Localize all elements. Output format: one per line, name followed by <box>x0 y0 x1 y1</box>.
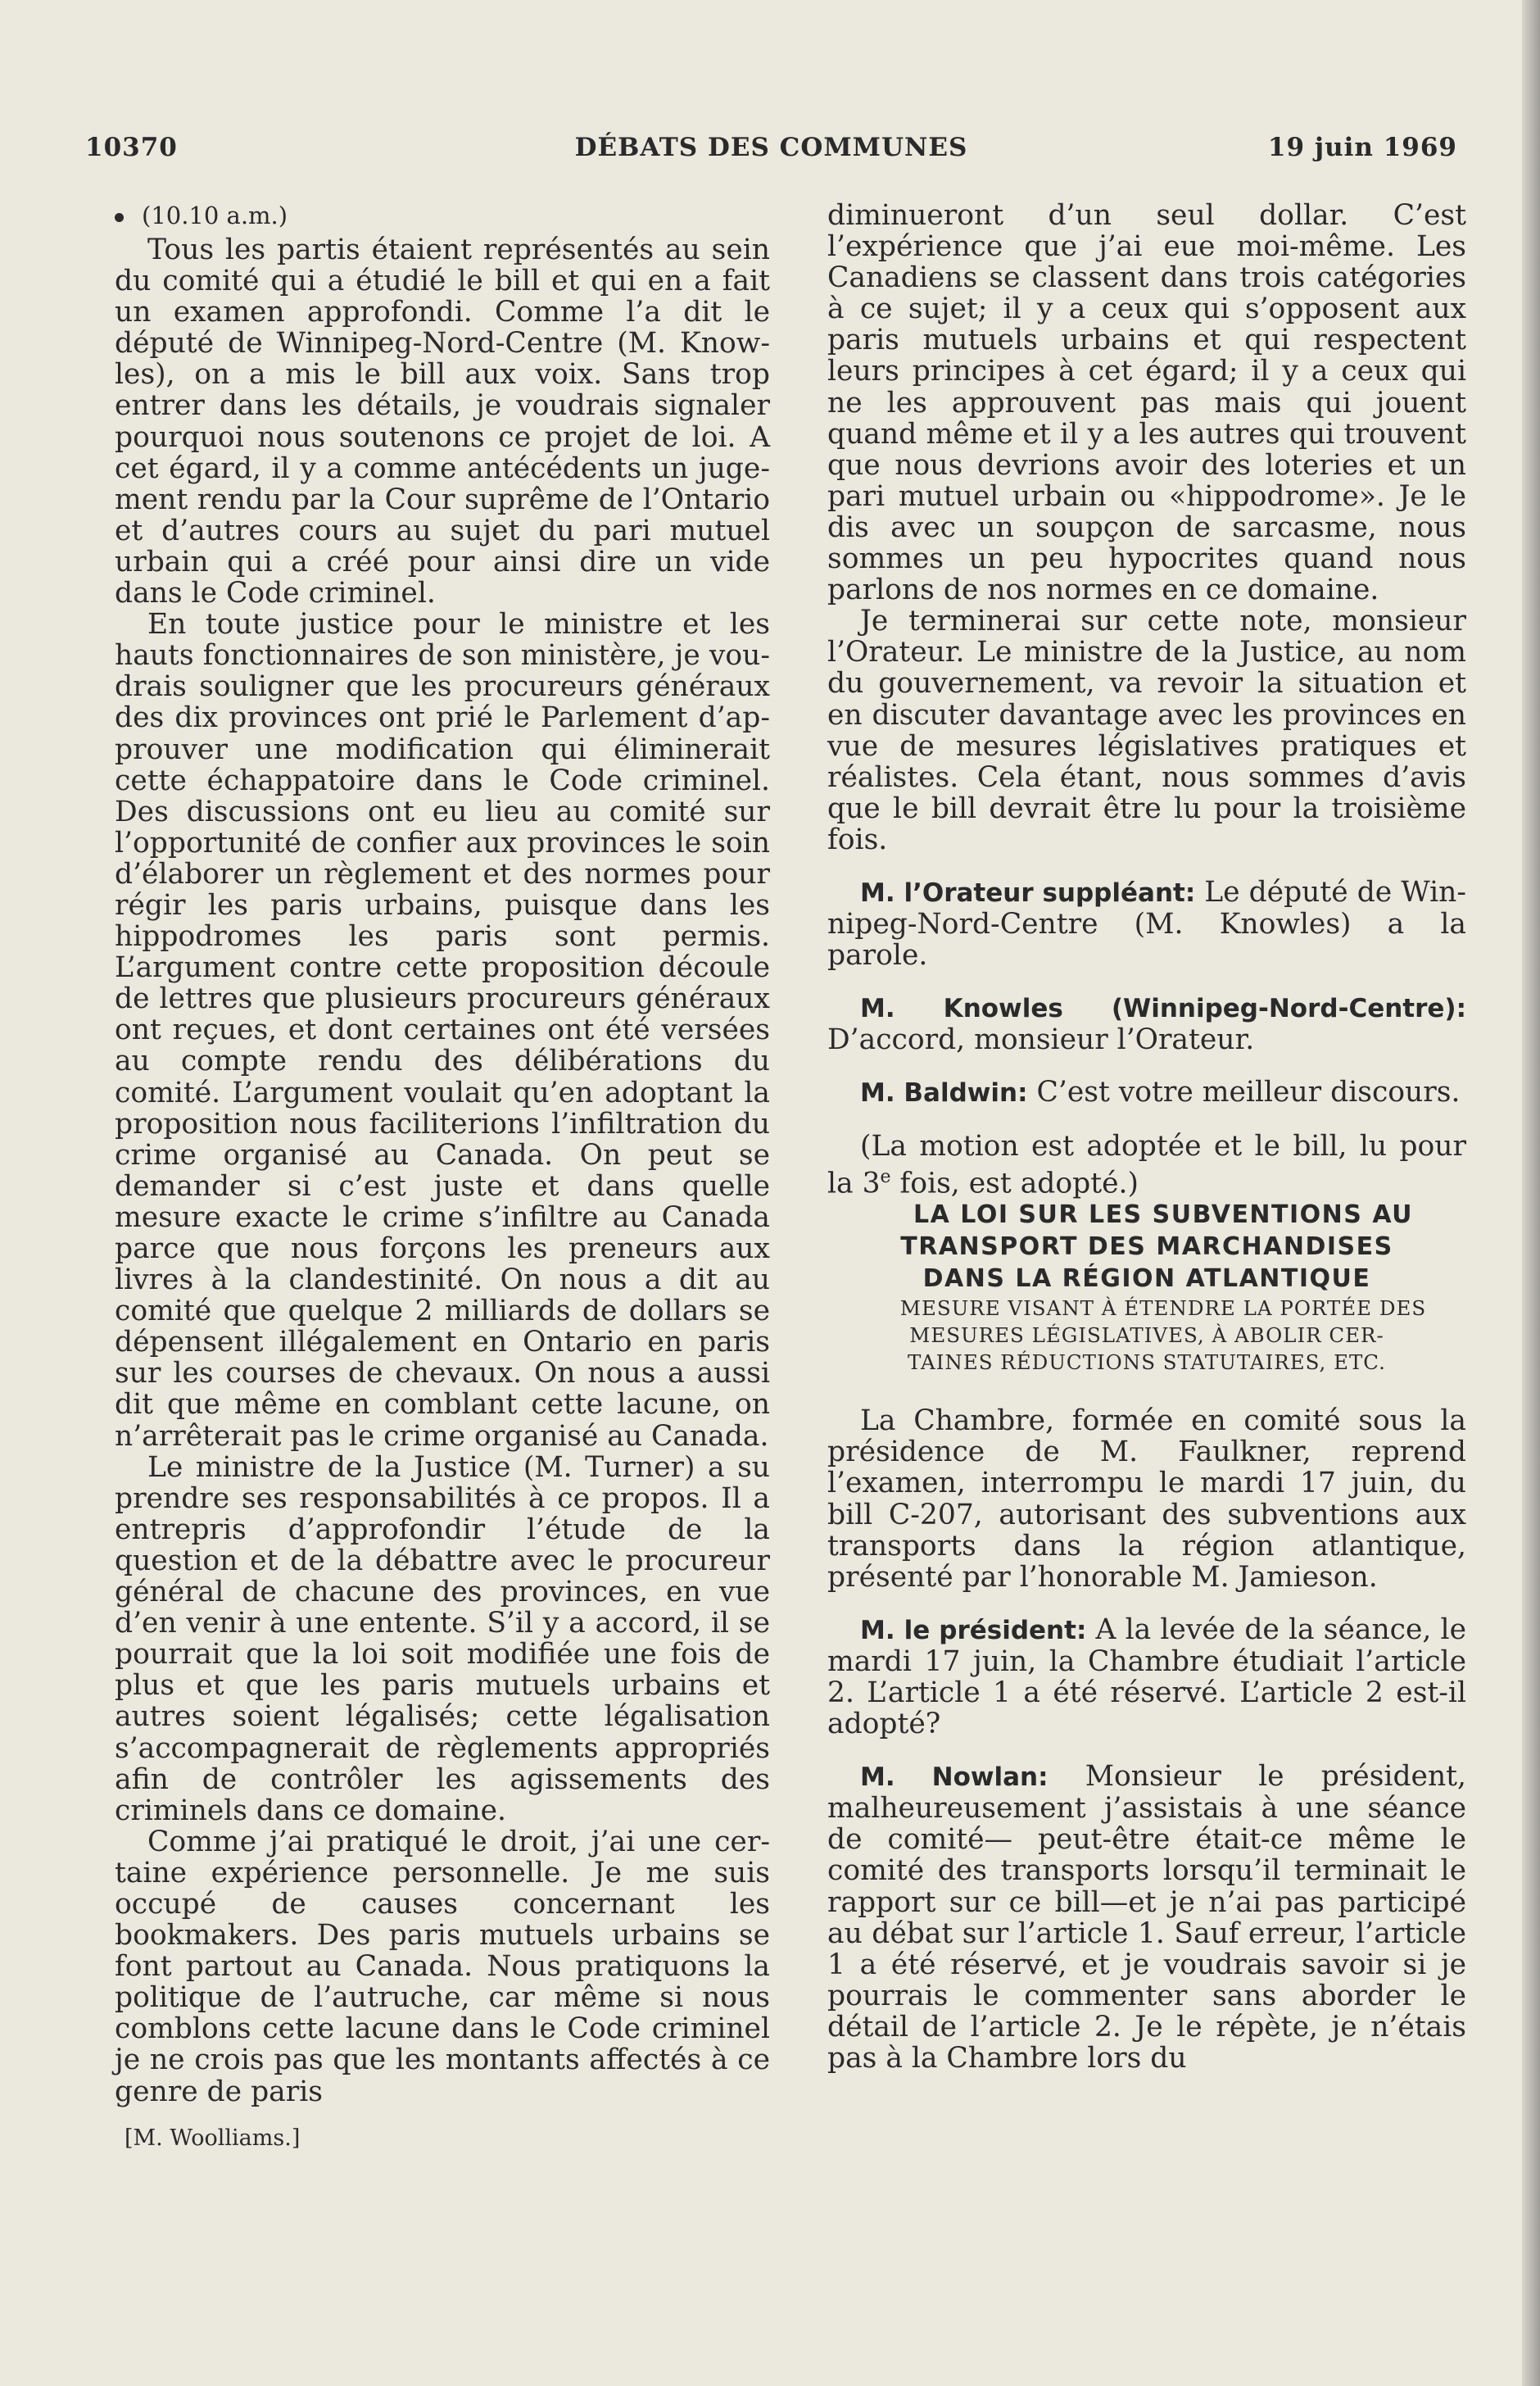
section-heading-line: DANS LA RÉGION ATLANTIQUE <box>922 1264 1371 1294</box>
motion-text: (La motion est adoptée et le bill, lu pour la 3 <box>827 1129 1466 1200</box>
paragraph: Je terminerai sur cette note, monsieur l’Orateur. Le ministre de la Justice, au nom du gouvernement, va revoir la situation et en discuter davantage avec les provinces en vue de mesures législatives pratiques et réalistes. Cela étant, nous sommes d’avis que le bill devrait être lu pour la troisième fois. <box>827 605 1466 856</box>
paragraph: Comme j’ai pratiqué le droit, j’ai une certaine expérience personnelle. Je me suis occupé de causes concernant les bookmakers. Des paris mutuels urbains se font partout au Canada. Nous pratiquons la politique de l’autruche, car même si nous comblons cette lacune dans le Code criminel je ne crois pas que les montants affectés à ce genre de paris <box>115 1825 770 2108</box>
paragraph: En toute justice pour le ministre et les hauts fonctionnaires de son ministère, je voudrais souligner que les procureurs généraux des dix provinces ont prié le Parlement d’approuver une modification qui éliminerait cette échappatoire dans le Code criminel. Des discussions ont eu lieu au comité sur l’opportunité de confier aux provinces le soin d’élaborer un règlement et des normes pour régir les paris urbains, puisque dans les hippodromes les paris sont permis. L’argument contre cette proposition découle de lettres que plusieurs procureurs généraux ont reçues, et dont certaines ont été versées au compte rendu des délibérations du comité. L’argument voulait qu’en adoptant la proposition nous faciliterions l’infiltration du crime organisé au Canada. On peut se demander si c’est juste et dans quelle mesure exacte le crime s’infiltre au Canada parce que nous forçons les preneurs aux livres à la clandestinité. On nous a dit au comité que quelque 2 milliards de dollars se dépensent illégalement en Ontario en paris sur les courses de chevaux. On nous a aussi dit que même en comblant cette lacune, on n’arrêterait pas le crime organisé au Canada. <box>115 608 770 1453</box>
paragraph: Tous les partis étaient représentés au sein du comité qui a étudié le bill et qui en a fait un examen approfondi. Comme l’a dit le député de Winnipeg-Nord-Centre (M. Knowles), on a mis le bill aux voix. Sans trop entrer dans les détails, je voudrais signaler pourquoi nous soutenons ce projet de loi. A cet égard, il y a comme antécédents un jugement rendu par la Cour suprême de l’Ontario et d’autres cours au sujet du pari mutuel urbain qui a créé pour ainsi dire un vide dans le Code criminel. <box>115 234 770 610</box>
speech <box>827 1614 1466 1740</box>
speech-text: Monsieur le président, malheureusement j’assistais à une séance de comité— peut-être était-ce même le comité des transports lorsqu’il terminait le rapport sur ce bill—et je n’ai pas participé au débat sur l’article 1. Sauf erreur, l’article 1 a été réservé, et je voudrais savoir si je pourrais le commenter sans aborder le détail de l’article 2. Je le répète, je n’étais pas à la Chambre lors du <box>827 1760 1466 2075</box>
speaker-name: M. Nowlan: <box>860 1762 1049 1793</box>
paragraph: Le ministre de la Justice (M. Turner) a su prendre ses responsabilités à ce propos. Il a entrepris d’approfondir l’étude de la question et de la débattre avec le procureur général de chacune des provinces, en vue d’en venir à une entente. S’il y a accord, il se pourrait que la loi soit modifiée une fois de plus et que les paris mutuels urbains et autres soient légalisés; cette légalisation s’accompagnerait de règlements appropriés afin de contrôler les agissements des criminels dans ce domaine. <box>115 1450 770 1827</box>
section-heading-line: TRANSPORT DES MARCHANDISES <box>900 1232 1393 1262</box>
ordinal-suffix: e <box>880 1166 891 1187</box>
section-heading <box>827 1199 1466 1295</box>
page-number: 10370 <box>85 133 178 162</box>
section-heading-line: LA LOI SUR LES SUBVENTIONS AU <box>913 1200 1413 1230</box>
motion-note <box>827 1131 1466 1200</box>
speech-text: D’accord, monsieur l’Orateur. <box>827 1023 1255 1057</box>
section-subheading-line: TAINES RÉDUCTIONS STATUTAIRES, ETC. <box>908 1350 1386 1375</box>
issue-date: 19 juin 1969 <box>1267 133 1457 162</box>
speech <box>827 1077 1466 1109</box>
speech <box>827 1761 1466 2074</box>
speaker-name: M. l’Orateur suppléant: <box>860 878 1196 908</box>
section-subheading-line: MESURE VISANT À ÉTENDRE LA PORTÉE DES <box>899 1296 1427 1321</box>
speaker-name: M. le président: <box>860 1615 1087 1645</box>
running-head <box>85 133 1457 174</box>
section-subheading-line: MESURES LÉGISLATIVES, À ABOLIR CER- <box>909 1323 1384 1348</box>
paragraph: diminueront d’un seul dollar. C’est l’expérience que j’ai eue moi-même. Les Canadiens se classent dans trois catégories à ce sujet; il y a ceux qui s’opposent aux paris mutuels urbains et qui respectent leurs principes à cet égard; il y a ceux qui ne les approuvent pas mais qui jouent quand même et il y a les autres qui trouvent que nous devrions avoir des loteries et un pari mutuel urbain ou «hippodrome». Je le dis avec un soupçon de sarcasme, nous sommes un peu hypocrites quand nous parlons de nos normes en ce domaine. <box>827 199 1466 607</box>
speech-text: A la levée de la séance, le mardi 17 juin, la Chambre étudiait l’article 2. L’article 1 a été réservé. L’article 2 est-il adopté? <box>827 1613 1466 1741</box>
speaker-attribution: [M. Woolliams.] <box>125 2125 301 2151</box>
left-column <box>115 200 770 2155</box>
speech-text: C’est votre meilleur discours. <box>1027 1076 1461 1109</box>
speaker-name: M. Knowles (Winnipeg-Nord-Centre): <box>860 994 1466 1024</box>
motion-text: fois, est adopté.) <box>890 1167 1139 1200</box>
speech-text: Le député de Winnipeg-Nord-Centre (M. Knowles) a la parole. <box>827 875 1466 973</box>
publication-title: DÉBATS DES COMMUNES <box>574 133 968 162</box>
speaker-name: M. Baldwin: <box>860 1078 1028 1109</box>
speech <box>827 877 1466 971</box>
paragraph: La Chambre, formée en comité sous la présidence de M. Faulkner, reprend l’examen, interrompu le mardi 17 juin, du bill C-207, autorisant des subventions aux transports dans la région atlantique, présenté par l’honorable M. Jamieson. <box>827 1404 1466 1594</box>
right-column <box>827 200 1466 2074</box>
section-subheading <box>827 1295 1466 1376</box>
page-edge <box>1522 0 1540 2386</box>
speech <box>827 992 1466 1055</box>
timestamp <box>115 200 770 231</box>
timestamp-text: (10.10 a.m.) <box>142 202 288 229</box>
bullet-icon <box>115 213 124 222</box>
